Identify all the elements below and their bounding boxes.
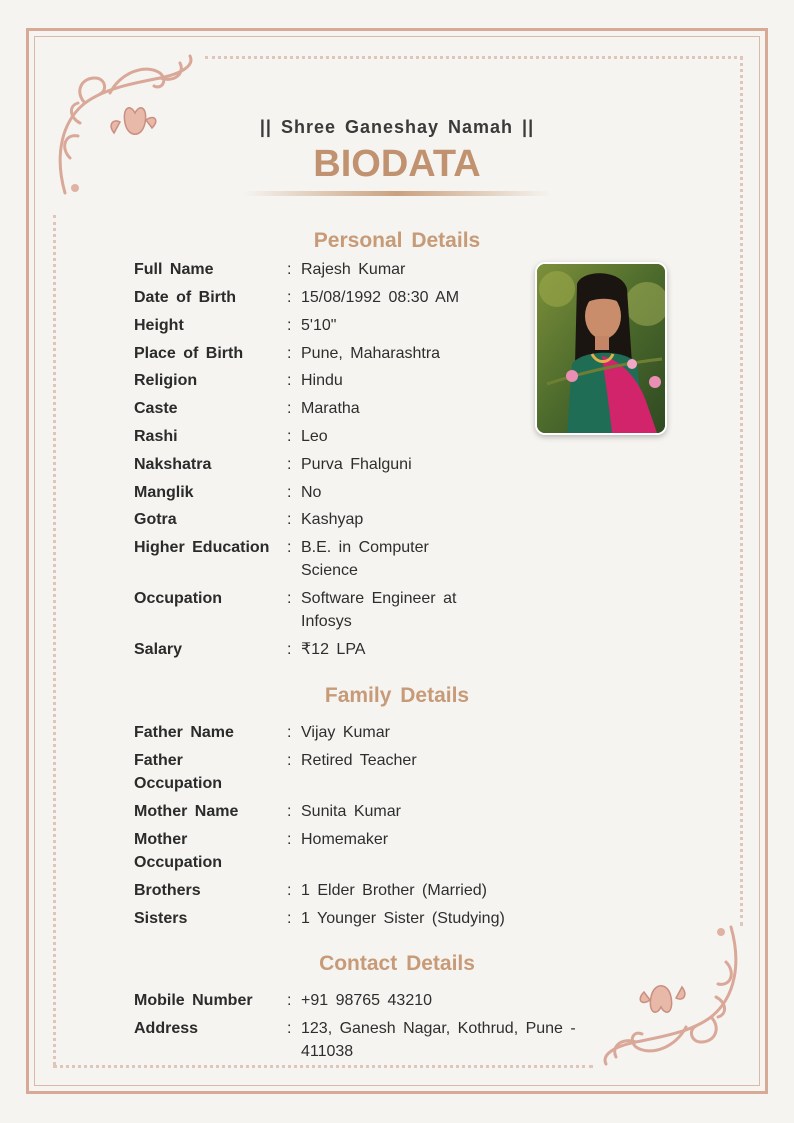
field-label: Mobile Number <box>134 992 253 1009</box>
invocation-text: || Shree Ganeshay Namah || <box>259 117 535 137</box>
field-value: Purva Fhalguni <box>301 456 412 473</box>
field-value: 1 Younger Sister (Studying) <box>301 910 505 927</box>
field-label: Brothers <box>134 882 201 899</box>
field-value: Rajesh Kumar <box>301 261 406 278</box>
field-label: Gotra <box>134 511 177 528</box>
field-label: Full Name <box>134 261 214 278</box>
dotted-border-top <box>205 56 743 59</box>
colon-separator: : <box>287 641 292 658</box>
field-value: Software Engineer at Infosys <box>301 590 457 630</box>
field-label: Date of Birth <box>134 289 236 306</box>
colon-separator: : <box>287 590 292 607</box>
dotted-border-left <box>53 215 56 1065</box>
colon-separator: : <box>287 803 292 820</box>
title-underline <box>243 191 551 196</box>
field-label: Caste <box>134 400 178 417</box>
field-value: Retired Teacher <box>301 752 417 769</box>
profile-photo <box>535 262 667 435</box>
field-value: 15/08/1992 08:30 AM <box>301 289 460 306</box>
field-label: Mother Occupation <box>134 831 223 871</box>
dotted-border-right <box>740 56 743 926</box>
field-label: Religion <box>134 372 198 389</box>
field-label: Father Name <box>134 724 234 741</box>
colon-separator: : <box>287 1020 292 1037</box>
colon-separator: : <box>287 752 292 769</box>
field-value: B.E. in Computer Science <box>301 539 429 579</box>
field-label: Manglik <box>134 484 194 501</box>
personal-details-heading: Personal Details <box>313 229 481 252</box>
colon-separator: : <box>287 484 292 501</box>
field-label: Sisters <box>134 910 188 927</box>
field-value: 5'10" <box>301 317 337 334</box>
colon-separator: : <box>287 372 292 389</box>
field-value: Hindu <box>301 372 343 389</box>
colon-separator: : <box>287 428 292 445</box>
field-value: ₹12 LPA <box>301 641 366 658</box>
family-details-heading: Family Details <box>324 684 470 707</box>
colon-separator: : <box>287 882 292 899</box>
colon-separator: : <box>287 400 292 417</box>
field-label: Higher Education <box>134 539 270 556</box>
colon-separator: : <box>287 511 292 528</box>
field-label: Salary <box>134 641 183 658</box>
field-value: +91 98765 43210 <box>301 992 433 1009</box>
field-value: Maratha <box>301 400 360 417</box>
field-value: Homemaker <box>301 831 389 848</box>
field-value: Kashyap <box>301 511 364 528</box>
field-value: Leo <box>301 428 328 445</box>
field-value: 123, Ganesh Nagar, Kothrud, Pune - 411038 <box>301 1020 576 1060</box>
colon-separator: : <box>287 831 292 848</box>
colon-separator: : <box>287 261 292 278</box>
field-label: Nakshatra <box>134 456 212 473</box>
colon-separator: : <box>287 992 292 1009</box>
colon-separator: : <box>287 289 292 306</box>
field-label: Mother Name <box>134 803 239 820</box>
field-value: Pune, Maharashtra <box>301 345 441 362</box>
colon-separator: : <box>287 910 292 927</box>
field-label: Father Occupation <box>134 752 223 792</box>
field-label: Place of Birth <box>134 345 244 362</box>
colon-separator: : <box>287 345 292 362</box>
colon-separator: : <box>287 724 292 741</box>
colon-separator: : <box>287 539 292 556</box>
colon-separator: : <box>287 317 292 334</box>
field-value: Vijay Kumar <box>301 724 390 741</box>
dotted-border-bottom <box>53 1065 593 1068</box>
field-value: Sunita Kumar <box>301 803 401 820</box>
field-value: 1 Elder Brother (Married) <box>301 882 487 899</box>
field-label: Address <box>134 1020 199 1037</box>
colon-separator: : <box>287 456 292 473</box>
field-label: Occupation <box>134 590 223 607</box>
portrait-image <box>537 264 665 433</box>
field-value: No <box>301 484 322 501</box>
field-label: Height <box>134 317 184 334</box>
field-label: Rashi <box>134 428 178 445</box>
document-title: BIODATA <box>313 143 481 185</box>
contact-details-heading: Contact Details <box>319 952 475 975</box>
